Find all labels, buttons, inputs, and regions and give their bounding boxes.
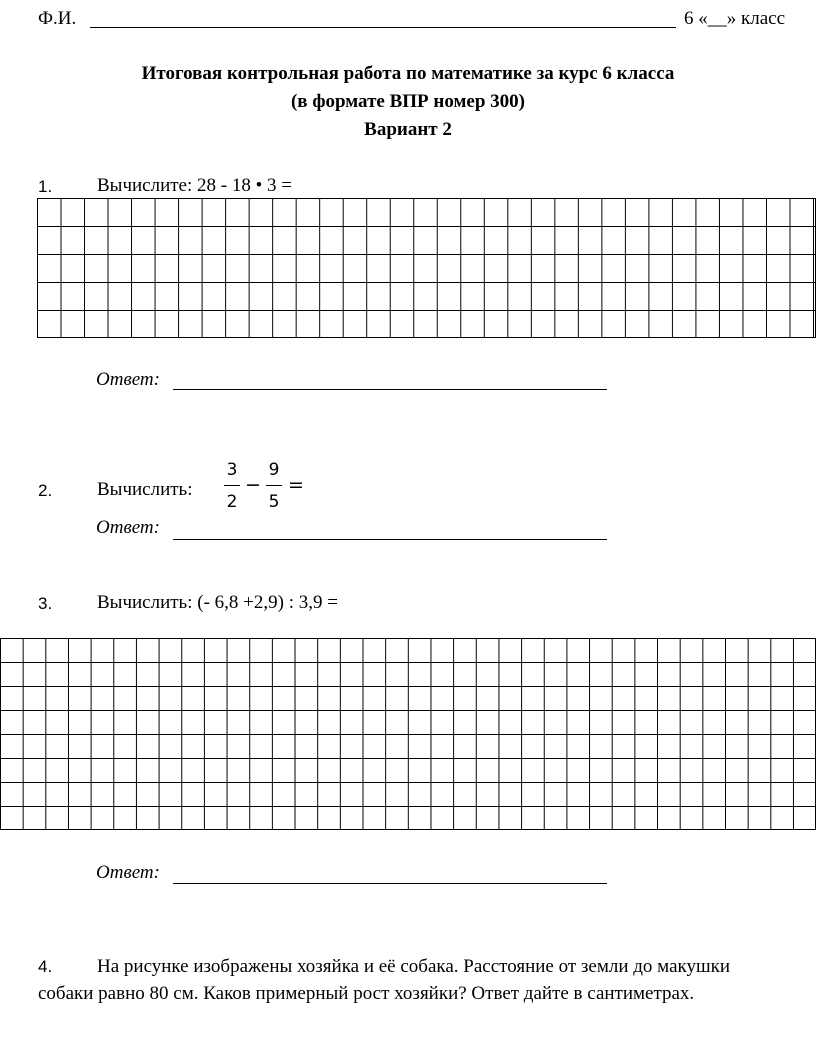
fraction-2-bar [266, 485, 282, 486]
task-1-answer-label: Ответ: [96, 369, 160, 390]
task-4-text: На рисунке изображены хозяйка и её собака. Расстояние от земли до макушки собаки равно 80 см. Каков примерный рост хозяйки? Ответ дайте в сантиметрах. [38, 956, 730, 1004]
document-title-line1: Итоговая контрольная работа по математике за курс 6 класса [141, 63, 675, 84]
task-2-number: 2. [38, 481, 53, 500]
document-title-line2: (в формате ВПР номер 300) [290, 91, 525, 112]
minus-operator: − [245, 474, 261, 496]
fio-label: Ф.И. [38, 8, 77, 29]
task-3-work-grid[interactable] [0, 638, 816, 830]
fraction-1-denominator: 2 [226, 492, 238, 512]
fraction-2-numerator: 9 [268, 460, 280, 480]
task-4-number: 4. [38, 957, 53, 976]
task-1-answer-line[interactable] [173, 389, 607, 390]
fio-underline[interactable] [90, 27, 676, 28]
task-1-work-grid[interactable] [37, 198, 816, 338]
fraction-1-numerator: 3 [226, 460, 238, 480]
task-3-text: Вычислить: (- 6,8 +2,9) : 3,9 = [97, 592, 338, 613]
fraction-2-denominator: 5 [268, 492, 280, 512]
task-3-answer-label: Ответ: [96, 862, 160, 883]
task-2-answer-label: Ответ: [96, 517, 160, 538]
fraction-1-bar [224, 485, 240, 486]
class-label: 6 «__» класс [684, 8, 786, 29]
task-1-number: 1. [38, 177, 53, 196]
equals-sign: = [288, 474, 304, 496]
task-1-text: Вычислите: 28 - 18 • 3 = [97, 175, 292, 196]
task-3-number: 3. [38, 594, 53, 613]
task-3-answer-line[interactable] [173, 883, 607, 884]
task-2-answer-line[interactable] [173, 539, 607, 540]
document-title-variant: Вариант 2 [364, 119, 452, 140]
task-2-text: Вычислить: [97, 479, 193, 500]
